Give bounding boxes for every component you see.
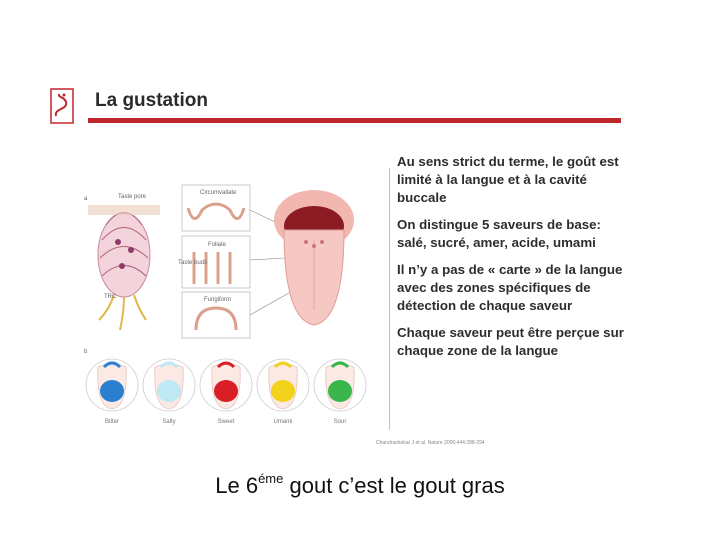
bullet-item: Chaque saveur peut être perçue sur chaque zone de la langue — [397, 325, 624, 358]
taste-label: Sour — [333, 419, 347, 425]
taste-tongue-salty — [143, 359, 195, 425]
slide-title: La gustation — [95, 90, 208, 111]
bullet-list — [397, 153, 627, 369]
label-trc: TRC — [104, 294, 117, 300]
label-foliate: Foliate — [208, 242, 227, 248]
figure-citation: Chandrashekar J et al. Nature 2006;444:288-294 — [376, 440, 485, 446]
taste-tongue-bitter — [86, 359, 138, 425]
caption-suffix: gout c’est le gout gras — [283, 473, 505, 498]
bullet-item: On distingue 5 saveurs de base: salé, sucré, amer, acide, umami — [397, 217, 601, 250]
taste-region-sour — [328, 380, 352, 402]
bullet-item: Il n’y a pas de « carte » de la langue avec des zones spécifiques de détection de chaque saveur — [397, 262, 623, 313]
label-taste-buds: Taste buds — [178, 260, 208, 266]
taste-bud-illustration — [88, 205, 160, 330]
bullet-item: Au sens strict du terme, le goût est limité à la langue et à la cavité buccale — [397, 154, 619, 205]
caption-prefix: Le 6 — [215, 473, 259, 498]
label-circumvallate: Circumvallate — [200, 190, 237, 196]
label-taste-pore: Taste pore — [118, 194, 147, 200]
taste-tongue-sour — [314, 359, 366, 425]
taste-region-salty — [157, 380, 181, 402]
tongue-illustration — [274, 190, 354, 325]
tongue-anatomy-figure — [84, 180, 369, 340]
taste-region-bitter — [100, 380, 124, 402]
taste-label: Bitter — [104, 419, 120, 425]
title-rule — [88, 118, 621, 123]
caption-superscript: éme — [258, 471, 284, 486]
taste-region-umami — [271, 380, 295, 402]
taste-tongue-umami — [257, 359, 309, 425]
taste-label: Sweet — [217, 419, 235, 425]
taste-label: Salty — [162, 419, 176, 425]
label-fungiform: Fungiform — [204, 297, 232, 303]
panel-a-letter: a — [84, 196, 88, 202]
taste-distribution-figure — [84, 345, 369, 435]
divider-line — [389, 168, 390, 430]
taste-region-sweet — [214, 380, 238, 402]
taste-label: Umami — [273, 419, 293, 425]
panel-b-letter: b — [84, 349, 88, 355]
logo-icon — [50, 88, 74, 124]
taste-tongue-sweet — [200, 359, 252, 425]
slide-caption — [0, 473, 720, 499]
